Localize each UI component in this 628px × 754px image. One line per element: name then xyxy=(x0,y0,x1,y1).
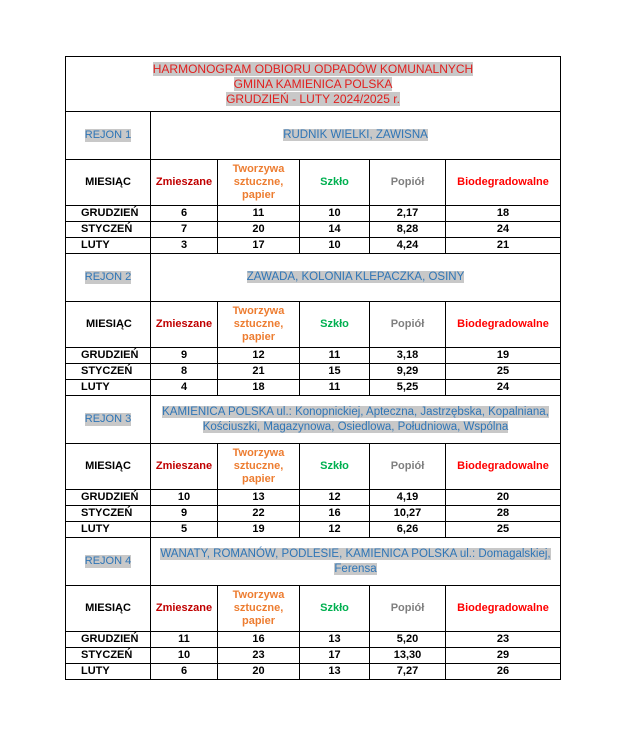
bio-cell: 18 xyxy=(446,206,561,222)
title-line-3: GRUDZIEŃ - LUTY 2024/2025 r. xyxy=(226,91,400,106)
ash-cell: 4,19 xyxy=(370,490,446,506)
table-row xyxy=(66,522,561,538)
header-mixed: Zmieszane xyxy=(151,444,218,490)
glass-cell: 15 xyxy=(300,364,370,380)
header-bio: Biodegradowalne xyxy=(446,302,561,348)
month-cell: STYCZEŃ xyxy=(66,506,151,522)
plastic-cell: 17 xyxy=(218,238,300,254)
ash-cell: 4,24 xyxy=(370,238,446,254)
plastic-cell: 23 xyxy=(218,648,300,664)
ash-cell: 13,30 xyxy=(370,648,446,664)
header-bio: Biodegradowalne xyxy=(446,160,561,206)
mixed-cell: 10 xyxy=(151,490,218,506)
glass-cell: 17 xyxy=(300,648,370,664)
plastic-cell: 22 xyxy=(218,506,300,522)
bio-cell: 20 xyxy=(446,490,561,506)
glass-cell: 14 xyxy=(300,222,370,238)
table-row xyxy=(66,348,561,364)
bio-cell: 28 xyxy=(446,506,561,522)
mixed-cell: 7 xyxy=(151,222,218,238)
bio-cell: 24 xyxy=(446,222,561,238)
region-label-cell xyxy=(66,538,151,586)
table-row xyxy=(66,222,561,238)
month-cell: STYCZEŃ xyxy=(66,222,151,238)
ash-cell: 7,27 xyxy=(370,664,446,680)
bio-cell: 25 xyxy=(446,522,561,538)
header-ash: Popiół xyxy=(370,586,446,632)
plastic-cell: 20 xyxy=(218,222,300,238)
header-plastic: Tworzywa sztuczne, papier xyxy=(218,586,300,632)
month-cell: STYCZEŃ xyxy=(66,648,151,664)
bio-cell: 26 xyxy=(446,664,561,680)
plastic-cell: 12 xyxy=(218,348,300,364)
ash-cell: 5,25 xyxy=(370,380,446,396)
table-row xyxy=(66,490,561,506)
mixed-cell: 5 xyxy=(151,522,218,538)
glass-cell: 13 xyxy=(300,632,370,648)
bio-cell: 29 xyxy=(446,648,561,664)
region-row xyxy=(66,538,561,586)
column-header-row xyxy=(66,444,561,490)
month-cell: STYCZEŃ xyxy=(66,364,151,380)
table-row xyxy=(66,648,561,664)
header-month: MIESIĄC xyxy=(66,444,151,490)
table-row xyxy=(66,238,561,254)
region-name-cell xyxy=(151,254,561,302)
header-glass: Szkło xyxy=(300,160,370,206)
ash-cell: 6,26 xyxy=(370,522,446,538)
region-row xyxy=(66,254,561,302)
ash-cell: 8,28 xyxy=(370,222,446,238)
header-glass: Szkło xyxy=(300,586,370,632)
table-row xyxy=(66,664,561,680)
header-plastic: Tworzywa sztuczne, papier xyxy=(218,444,300,490)
region-label: REJON 1 xyxy=(84,129,132,141)
plastic-cell: 19 xyxy=(218,522,300,538)
region-row xyxy=(66,112,561,160)
month-cell: LUTY xyxy=(66,380,151,396)
column-header-row xyxy=(66,586,561,632)
title-line-2: GMINA KAMIENICA POLSKA xyxy=(233,76,393,91)
column-header-row xyxy=(66,160,561,206)
mixed-cell: 9 xyxy=(151,506,218,522)
header-plastic: Tworzywa sztuczne, papier xyxy=(218,160,300,206)
header-mixed: Zmieszane xyxy=(151,586,218,632)
plastic-cell: 21 xyxy=(218,364,300,380)
title-line-1: HARMONOGRAM ODBIORU ODPADÓW KOMUNALNYCH xyxy=(152,61,474,76)
mixed-cell: 6 xyxy=(151,206,218,222)
month-cell: LUTY xyxy=(66,238,151,254)
header-ash: Popiół xyxy=(370,302,446,348)
region-label-cell xyxy=(66,396,151,444)
glass-cell: 10 xyxy=(300,206,370,222)
schedule-table xyxy=(65,56,561,680)
mixed-cell: 10 xyxy=(151,648,218,664)
ash-cell: 10,27 xyxy=(370,506,446,522)
plastic-cell: 18 xyxy=(218,380,300,396)
header-bio: Biodegradowalne xyxy=(446,444,561,490)
glass-cell: 12 xyxy=(300,490,370,506)
table-row xyxy=(66,632,561,648)
mixed-cell: 11 xyxy=(151,632,218,648)
glass-cell: 12 xyxy=(300,522,370,538)
glass-cell: 11 xyxy=(300,348,370,364)
title-cell xyxy=(66,57,561,112)
mixed-cell: 4 xyxy=(151,380,218,396)
header-month: MIESIĄC xyxy=(66,302,151,348)
month-cell: GRUDZIEŃ xyxy=(66,206,151,222)
ash-cell: 2,17 xyxy=(370,206,446,222)
region-name: KAMIENICA POLSKA ul.: Konopnickiej, Apteczna, Jastrzębska, Kopalniana, Kościuszki, Magazynowa, Osiedlowa, Południowa, Wspólna xyxy=(162,405,549,433)
table-row xyxy=(66,364,561,380)
month-cell: GRUDZIEŃ xyxy=(66,632,151,648)
header-month: MIESIĄC xyxy=(66,586,151,632)
region-name: ZAWADA, KOLONIA KLEPACZKA, OSINY xyxy=(246,271,465,283)
ash-cell: 5,20 xyxy=(370,632,446,648)
header-plastic: Tworzywa sztuczne, papier xyxy=(218,302,300,348)
bio-cell: 21 xyxy=(446,238,561,254)
glass-cell: 11 xyxy=(300,380,370,396)
glass-cell: 13 xyxy=(300,664,370,680)
schedule-body xyxy=(66,57,561,680)
header-glass: Szkło xyxy=(300,302,370,348)
table-row xyxy=(66,380,561,396)
month-cell: GRUDZIEŃ xyxy=(66,490,151,506)
header-ash: Popiół xyxy=(370,160,446,206)
region-name-cell xyxy=(151,538,561,586)
plastic-cell: 11 xyxy=(218,206,300,222)
plastic-cell: 13 xyxy=(218,490,300,506)
bio-cell: 24 xyxy=(446,380,561,396)
table-row xyxy=(66,206,561,222)
column-header-row xyxy=(66,302,561,348)
header-glass: Szkło xyxy=(300,444,370,490)
region-label: REJON 3 xyxy=(84,413,132,425)
month-cell: LUTY xyxy=(66,664,151,680)
header-ash: Popiół xyxy=(370,444,446,490)
region-name-cell xyxy=(151,396,561,444)
month-cell: GRUDZIEŃ xyxy=(66,348,151,364)
glass-cell: 10 xyxy=(300,238,370,254)
region-name: RUDNIK WIELKI, ZAWISNA xyxy=(283,129,428,141)
title-row xyxy=(66,57,561,112)
region-label-cell xyxy=(66,112,151,160)
region-label: REJON 2 xyxy=(84,271,132,283)
mixed-cell: 9 xyxy=(151,348,218,364)
month-cell: LUTY xyxy=(66,522,151,538)
bio-cell: 25 xyxy=(446,364,561,380)
region-label-cell xyxy=(66,254,151,302)
header-mixed: Zmieszane xyxy=(151,160,218,206)
header-mixed: Zmieszane xyxy=(151,302,218,348)
region-label: REJON 4 xyxy=(84,555,132,567)
glass-cell: 16 xyxy=(300,506,370,522)
header-bio: Biodegradowalne xyxy=(446,586,561,632)
plastic-cell: 20 xyxy=(218,664,300,680)
mixed-cell: 3 xyxy=(151,238,218,254)
region-name: WANATY, ROMANÓW, PODLESIE, KAMIENICA POLSKA ul.: Domagalskiej, Ferensa xyxy=(160,547,551,575)
bio-cell: 19 xyxy=(446,348,561,364)
mixed-cell: 8 xyxy=(151,364,218,380)
table-row xyxy=(66,506,561,522)
ash-cell: 3,18 xyxy=(370,348,446,364)
ash-cell: 9,29 xyxy=(370,364,446,380)
mixed-cell: 6 xyxy=(151,664,218,680)
region-name-cell xyxy=(151,112,561,160)
bio-cell: 23 xyxy=(446,632,561,648)
region-row xyxy=(66,396,561,444)
plastic-cell: 16 xyxy=(218,632,300,648)
header-month: MIESIĄC xyxy=(66,160,151,206)
